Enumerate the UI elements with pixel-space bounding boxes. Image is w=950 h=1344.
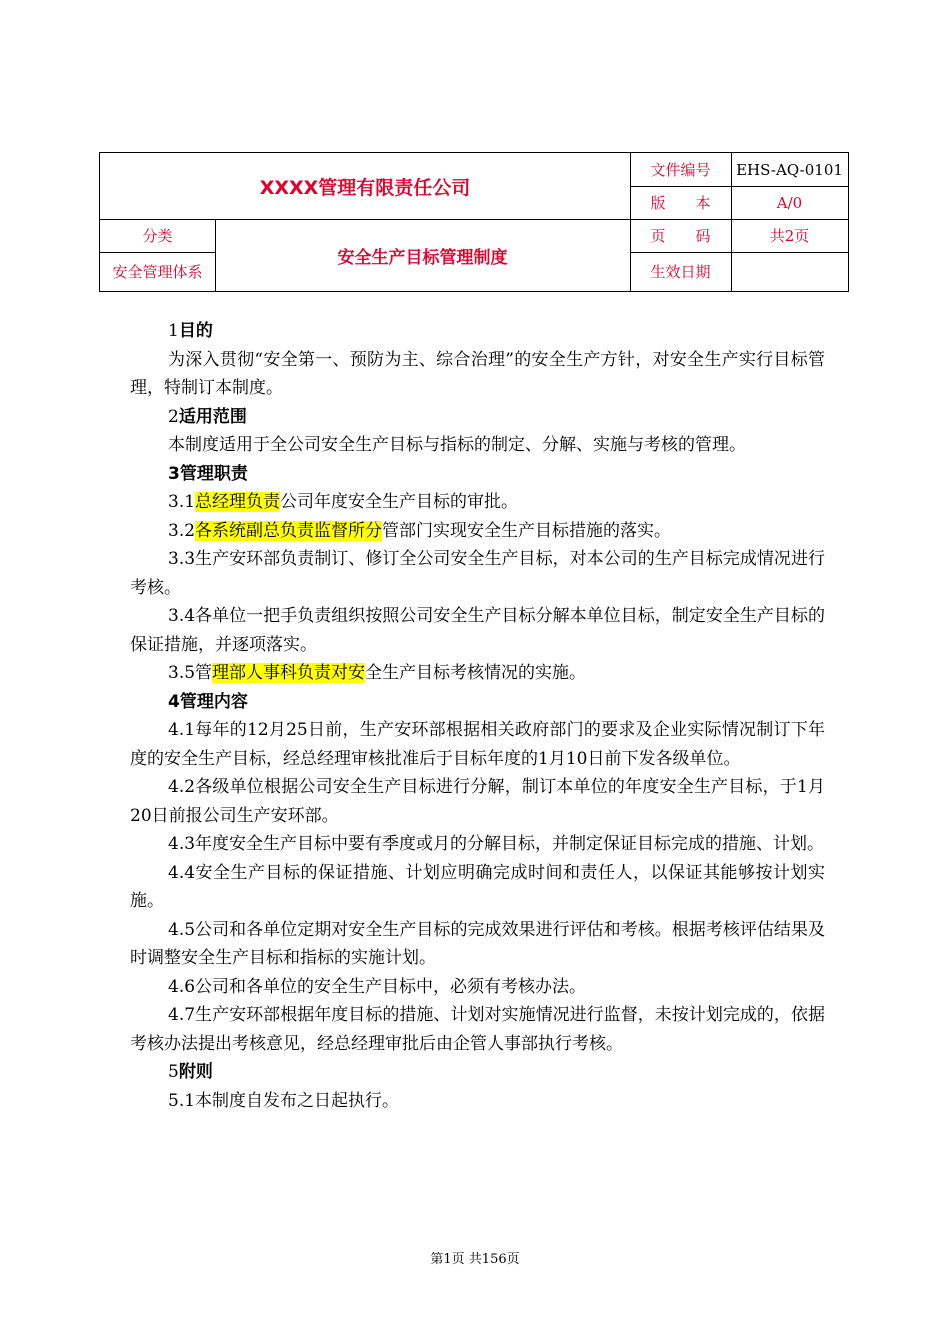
section-title: 管理职责 [179,463,248,484]
highlighted-text: 总经理负责 [195,492,281,512]
paragraph: 为深入贯彻“安全第一、预防为主、综合治理”的安全生产方针，对安全生产实行目标管理，特制订本制度。 [130,349,825,398]
section-title: 管理内容 [179,691,248,712]
list-item: 4.5公司和各单位定期对安全生产目标的完成效果进行评估和考核。根据考核评估结果及时调整安全生产目标和指标的实施计划。 [130,919,825,968]
section-number: 2 [168,406,179,427]
section-heading [130,460,825,489]
section-heading [130,317,825,346]
page-value: 共2页 [769,227,810,245]
list-item: 4.7生产安环部根据年度目标的措施、计划对实施情况进行监督，未按计划完成的，依据考核办法提出考核意见，经总经理审批后由企管人事部执行考核。 [130,1005,825,1054]
section-title: 目的 [178,321,213,341]
list-item: 4.6公司和各单位的安全生产目标中，必须有考核办法。 [168,976,587,997]
paragraph: 本制度适用于全公司安全生产目标与指标的制定、分解、实施与考核的管理。 [168,435,746,455]
item-text: 管 [195,663,213,683]
category-label: 分类 [142,227,173,245]
list-item: 3.3生产安环部负责制订、修订全公司安全生产目标，对本公司的生产目标完成情况进行考核。 [130,549,825,598]
list-item: 5.1本制度自发布之日起执行。 [168,1090,400,1111]
list-item: 4.3年度安全生产目标中要有季度或月的分解目标，并制定保证目标完成的措施、计划。 [168,834,825,854]
highlighted-text: 理部人事科负责对安 [212,663,366,683]
highlighted-text: 各系统副总负责监督所分 [195,520,383,541]
section-number: 4 [168,691,180,712]
page-label: 页 码 [650,227,711,245]
section-title: 附则 [178,1062,213,1082]
item-text: 公司年度安全生产目标的审批。 [280,492,519,512]
list-item [130,659,825,688]
section-heading [130,688,825,717]
version-value: A/0 [776,193,803,212]
document-header-table [99,152,849,292]
list-item [130,517,825,546]
item-number: 3.5 [168,663,196,683]
document-title: 安全生产目标管理制度 [337,247,508,268]
list-item: 3.4各单位一把手负责组织按照公司安全生产目标分解本单位目标，制定安全生产目标的保证措施，并逐项落实。 [130,606,825,655]
list-item: 4.2各级单位根据公司安全生产目标进行分解，制订本单位的年度安全生产目标，于1月20日前报公司生产安环部。 [130,777,825,826]
section-heading [130,403,825,432]
item-text: 全生产目标考核情况的实施。 [365,663,587,683]
section-number: 1 [168,321,179,341]
doc-number-label: 文件编号 [650,161,711,179]
company-name: XXXX管理有限责任公司 [259,176,471,199]
item-number: 3.2 [168,520,196,541]
section-title: 适用范围 [178,406,247,427]
category-value: 安全管理体系 [112,263,203,281]
effective-date-label: 生效日期 [650,263,711,281]
effective-date-value [731,252,848,291]
list-item: 4.4安全生产目标的保证措施、计划应明确完成时间和责任人，以保证其能够按计划实施。 [130,862,825,911]
section-heading [130,1058,825,1087]
page-footer: 第1页 共156页 [430,1252,520,1267]
section-number: 5 [168,1062,179,1082]
list-item [130,488,825,517]
list-item: 4.1每年的12月25日前，生产安环部根据相关政府部门的要求及企业实际情况制订下年度的安全生产目标，经总经理审核批准后于目标年度的1月10日前下发各级单位。 [130,720,825,769]
item-text: 管部门实现安全生产目标措施的落实。 [382,520,672,541]
item-number: 3.1 [168,492,196,512]
doc-number-value: EHS-AQ-0101 [736,160,843,179]
document-body [130,317,825,1115]
section-number: 3 [168,463,180,484]
version-label: 版 本 [650,194,711,212]
